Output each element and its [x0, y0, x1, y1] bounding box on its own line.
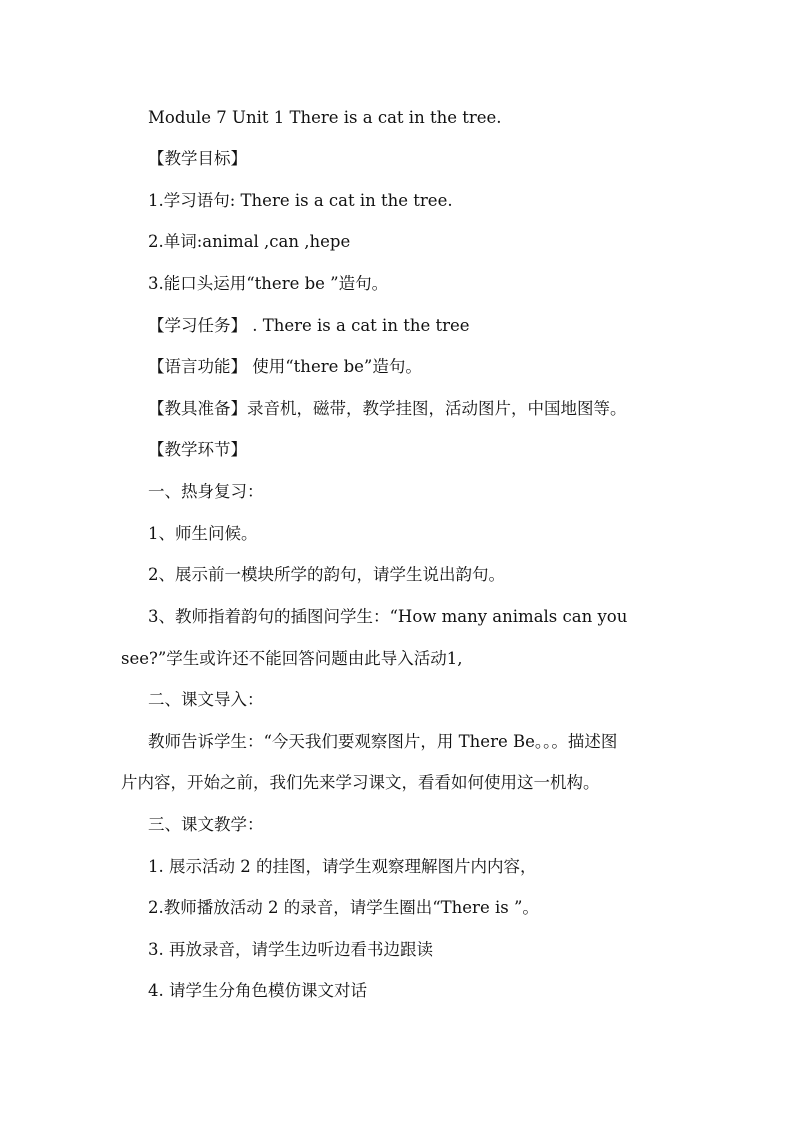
lesson-item-2: 2.教师播放活动 2 的录音，请学生圈出“There is ”。 — [148, 898, 539, 917]
lesson-item-1: 1. 展示活动 2 的挂图，请学生观察理解图片内内容， — [148, 857, 537, 876]
introduction-paragraph-line-1: 教师告诉学生：“今天我们要观察图片，用 There Be。。。描述图 — [148, 732, 618, 751]
section-heading-teaching-goals: 【教学目标】 — [148, 149, 247, 168]
document-title: Module 7 Unit 1 There is a cat in the tree. — [148, 108, 502, 127]
language-function-line: 【语言功能】 使用“there be”造句。 — [148, 357, 422, 376]
learning-task-line: 【学习任务】 . There is a cat in the tree — [148, 316, 470, 335]
goal-item-1: 1.学习语句: There is a cat in the tree. — [148, 191, 453, 210]
goal-item-3: 3.能口头运用“there be ”造句。 — [148, 274, 389, 293]
introduction-paragraph-line-2: 片内容，开始之前，我们先来学习课文，看看如何使用这一机构。 — [121, 773, 600, 792]
goal-item-2: 2.单词:animal ,can ,hepe — [148, 232, 351, 251]
teaching-aids-line: 【教具准备】录音机，磁带，教学挂图，活动图片，中国地图等。 — [148, 399, 627, 418]
step-heading-warmup: 一、热身复习： — [148, 482, 264, 501]
section-heading-teaching-steps: 【教学环节】 — [148, 440, 247, 459]
warmup-item-3-continued: see?”学生或许还不能回答问题由此导入活动1, — [121, 649, 463, 668]
warmup-item-1: 1、师生问候。 — [148, 524, 258, 543]
step-heading-introduction: 二、课文导入： — [148, 690, 264, 709]
warmup-item-3: 3、教师指着韵句的插图问学生：“How many animals can you — [148, 607, 628, 626]
lesson-item-3: 3. 再放录音，请学生边听边看书边跟读 — [148, 940, 433, 959]
step-heading-lesson-teaching: 三、课文教学： — [148, 815, 264, 834]
warmup-item-2: 2、展示前一模块所学的韵句，请学生说出韵句。 — [148, 565, 505, 584]
lesson-item-4: 4. 请学生分角色模仿课文对话 — [148, 981, 367, 1000]
